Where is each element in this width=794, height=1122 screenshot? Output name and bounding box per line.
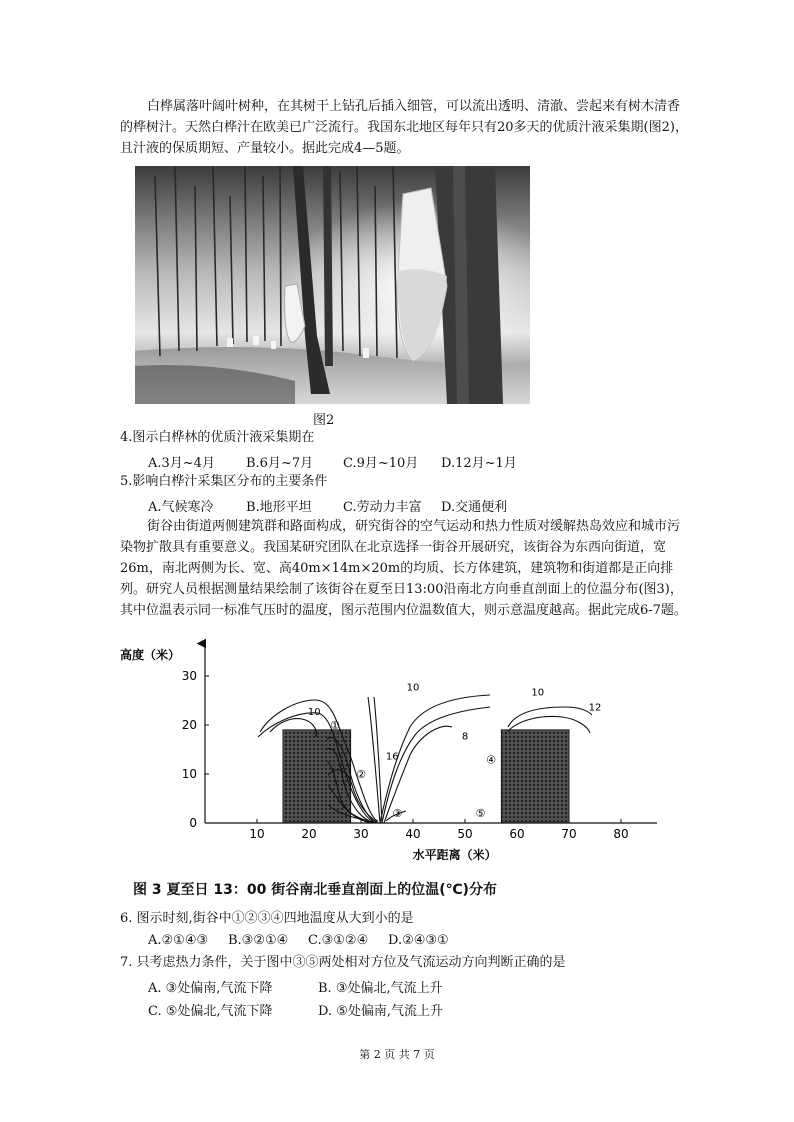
location-marker: ④ <box>486 753 496 767</box>
isotherm-line <box>368 697 382 823</box>
contour-value-label: 10 <box>531 687 545 699</box>
building-block <box>283 730 351 823</box>
birch-forest-image <box>135 166 530 404</box>
q7-option-b[interactable]: B. ③处偏北,气流上升 <box>318 981 443 996</box>
location-marker: ⑤ <box>475 807 486 821</box>
x-tick-label: 40 <box>405 827 421 841</box>
question-6-stem: 6. 图示时刻,街谷中①②③④四地温度从大到小的是 <box>120 911 414 926</box>
q4-option-c[interactable]: C.9月~10月 <box>343 456 419 471</box>
x-tick-label: 60 <box>509 827 525 841</box>
y-tick-label: 20 <box>181 718 197 732</box>
q5-option-c[interactable]: C.劳动力丰富 <box>343 500 422 515</box>
question-4-stem: 4.图示白桦林的优质汁液采集期在 <box>120 430 315 445</box>
building-block <box>501 730 569 823</box>
question-7-stem: 7. 只考虑热力条件，关于图中③⑤两处相对方位及气流运动方向判断正确的是 <box>120 955 566 970</box>
y-tick-label: 0 <box>189 816 197 830</box>
q4-option-a[interactable]: A.3月~4月 <box>148 456 215 471</box>
y-tick-label: 10 <box>181 767 197 781</box>
q5-option-b[interactable]: B.地形平坦 <box>246 500 312 515</box>
y-tick-label: 30 <box>181 669 197 683</box>
location-marker: ② <box>356 768 366 781</box>
x-tick-label: 50 <box>457 827 473 841</box>
q6-option-b[interactable]: B.③②①④ <box>228 933 289 948</box>
q5-option-a[interactable]: A.气候寒冷 <box>148 500 214 515</box>
intro-paragraph-birch: 白桦属落叶阔叶树种，在其树干上钻孔后插入细管，可以流出透明、清澈、尝起来有树木清香的桦树汁。天然白桦汁在欧美已广泛流行。我国东北地区每年只有20多天的优质汁液采集期(图2)，且汁液的保质期短、产量较小。据此完成4—5题。 <box>120 99 688 156</box>
q6-option-d[interactable]: D.②④③① <box>388 933 449 948</box>
q7-option-a[interactable]: A. ③处偏南,气流下降 <box>148 981 273 996</box>
birch-sap-photo <box>135 166 530 404</box>
contour-value-label: 8 <box>461 731 469 743</box>
x-axis-label: 水平距离（米） <box>412 848 497 862</box>
x-tick-label: 30 <box>353 827 369 841</box>
q7-option-d[interactable]: D. ⑤处偏南,气流上升 <box>318 1004 444 1019</box>
q6-option-c[interactable]: C.③①②④ <box>308 933 369 948</box>
x-tick-label: 20 <box>301 827 317 841</box>
page-number: 第 2 页 共 7 页 <box>359 1048 435 1061</box>
intro-paragraph-street-canyon: 街谷由街道两侧建筑群和路面构成，研究街谷的空气运动和热力性质对缓解热岛效应和城市污染物扩散具有重要意义。我国某研究团队在北京选择一街谷开展研究，该街谷为东西向街道，宽26m，南北两侧为长、宽、高40m×14m×20m的均质、长方体建筑，建筑物和街道都是正向排列。研究人员根据测量结果绘制了该街谷在夏至日13:00沿南北方向垂直剖面上的位温分布(图3)，其中位温表示同一标准气压时的温度，图示范围内位温数值大，则示意温度越高。据此完成6-7题。 <box>120 519 687 618</box>
q6-option-a[interactable]: A.②①④③ <box>148 933 209 948</box>
x-tick-label: 70 <box>561 827 577 841</box>
isotherm-line <box>382 707 490 823</box>
figure-2-caption: 图2 <box>313 413 335 428</box>
q4-option-b[interactable]: B.6月~7月 <box>246 456 314 471</box>
q5-option-d[interactable]: D.交通便利 <box>441 500 508 515</box>
figure-3-title: 图 3 夏至日 13：00 街谷南北垂直剖面上的位温(℃)分布 <box>133 882 497 898</box>
contour-value-label: 10 <box>406 682 420 694</box>
y-axis-label: 高度（米） <box>120 648 181 662</box>
x-tick-label: 80 <box>613 827 629 841</box>
page-footer <box>0 1046 794 1062</box>
q7-option-c[interactable]: C. ⑤处偏北,气流下降 <box>148 1004 273 1019</box>
location-marker: ③ <box>392 807 403 821</box>
figure-3-contour-chart <box>110 645 629 870</box>
q4-option-d[interactable]: D.12月~1月 <box>441 456 517 471</box>
contour-value-label: 10 <box>307 707 321 719</box>
contour-value-label: 12 <box>588 702 602 714</box>
isotherm-line <box>508 707 592 733</box>
x-tick-label: 10 <box>249 827 265 841</box>
question-5-stem: 5.影响白桦汁采集区分布的主要条件 <box>120 474 328 489</box>
location-marker: ① <box>330 719 340 732</box>
contour-value-label: 16 <box>385 751 399 763</box>
